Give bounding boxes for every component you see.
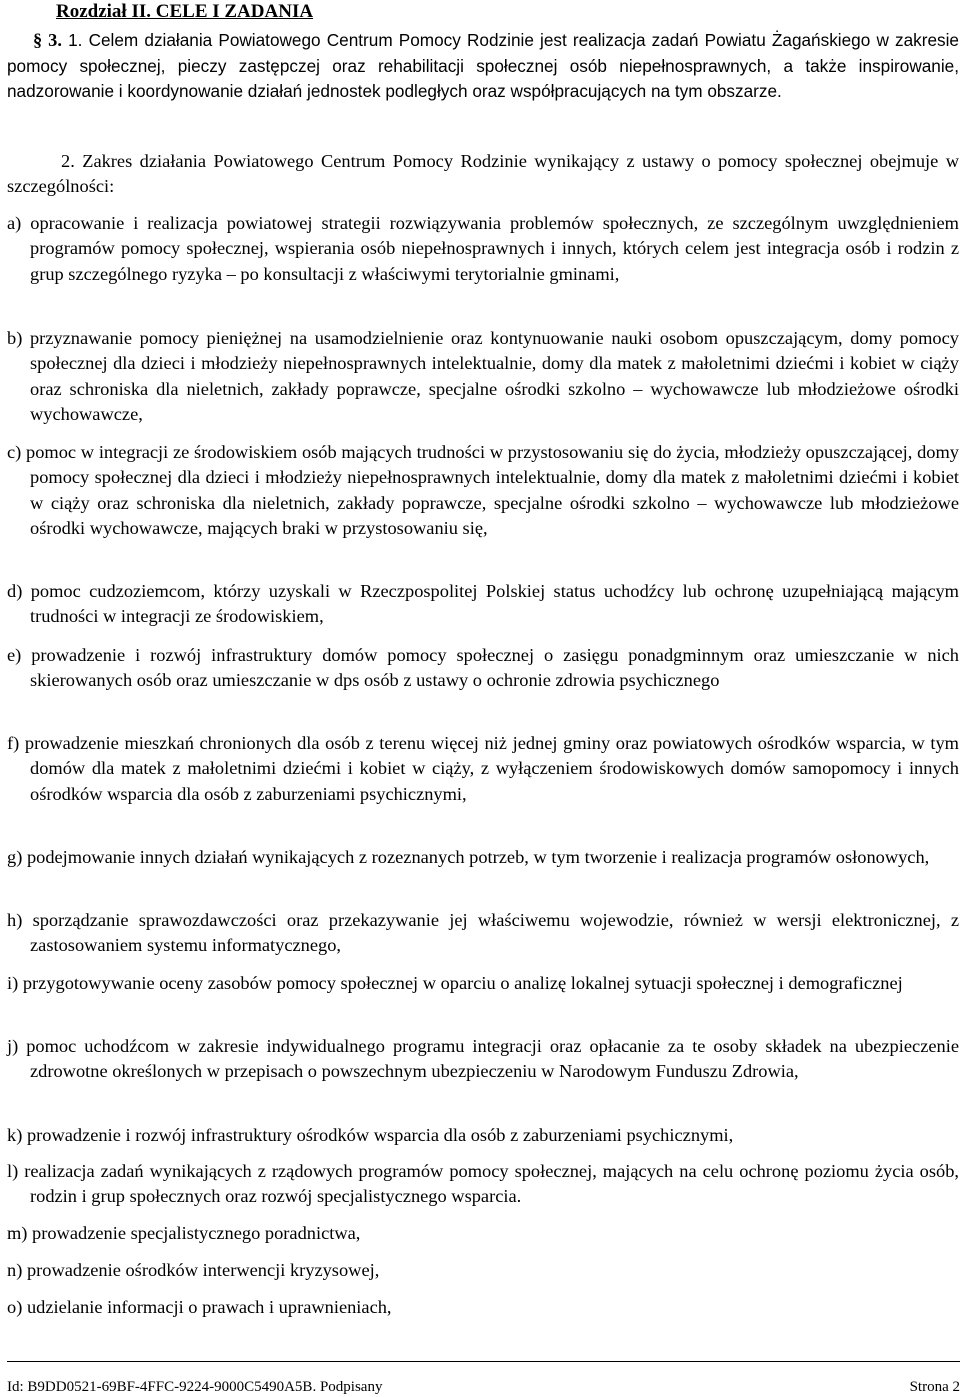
list-item-text: pomoc uchodźcom w zakresie indywidualnego programu integracji oraz opłacanie za te osoby składek na ubezpieczenie zdrowotne określonych w przepisach o powszechnym ubezpieczeniu w Narodowym Funduszu Zdrowia,: [26, 1036, 959, 1082]
list-item-label: d): [7, 581, 23, 601]
list-item: [7, 845, 959, 870]
list-item-label: h): [7, 910, 23, 930]
list-item-label: a): [7, 213, 22, 233]
list-item-label: k): [7, 1125, 23, 1145]
list-item: [7, 1295, 959, 1320]
list-item-text: prowadzenie mieszkań chronionych dla osób z terenu więcej niż jednej gminy oraz powiatowych ośrodków wsparcia, w tym domów dla matek z małoletnimi dziećmi i kobiet w ciąży, z wyłączeniem środowiskowych domów samopomocy i innych ośrodków wsparcia dla osób z zaburzeniami psychicznymi,: [24, 733, 959, 804]
paragraph-2-number: 2.: [61, 151, 75, 171]
list-item-text: podejmowanie innych działań wynikających z rozeznanych potrzeb, w tym tworzenie i realizacja programów osłonowych,: [26, 847, 930, 867]
list-item: [7, 971, 959, 996]
page-footer: [7, 1377, 960, 1397]
paragraph-2-text: Zakres działania Powiatowego Centrum Pomocy Rodzinie wynikający z ustawy o pomocy społecznej obejmuje w szczególności:: [7, 151, 959, 197]
list-item: [7, 1159, 959, 1210]
list-item-text: sporządzanie sprawozdawczości oraz przekazywanie jej właściwemu wojewodzie, również w wersji elektronicznej, z zastosowaniem systemu informatycznego,: [30, 910, 959, 956]
list-item-text: prowadzenie i rozwój infrastruktury domów pomocy społecznej o zasięgu ponadgminnym oraz umieszczanie w nich skierowanych osób oraz umieszczanie w dps osób z ustawy o ochronie zdrowia psychicznego: [30, 645, 959, 691]
list-item-label: c): [7, 442, 22, 462]
list-item: [7, 908, 959, 959]
list-item-text: prowadzenie ośrodków interwencji kryzysowej,: [26, 1260, 380, 1280]
list-item: [7, 1258, 959, 1283]
list-item-label: f): [7, 733, 20, 753]
list-item: [7, 1123, 959, 1148]
paragraph-1-text: Celem działania Powiatowego Centrum Pomocy Rodzinie jest realizacja zadań Powiatu Żagańskiego w zakresie pomocy społecznej, pieczy zastępczej oraz rehabilitacji społecznej osób niepełnosprawnych, a także inspirowanie, nadzorowanie i koordynowanie działań jednostek podległych oraz współpracujących na tym obszarze.: [7, 30, 959, 102]
document-id: Id: B9DD0521-69BF-4FFC-9224-9000C5490A5B. Podpisany: [7, 1379, 383, 1395]
list-item: [7, 326, 959, 428]
section-label: § 3.: [33, 30, 62, 50]
list-item-text: realizacja zadań wynikających z rządowych programów pomocy społecznej, mających na celu ochronę poziomu życia osób, rodzin i grup społecznych oraz rozwój specjalistycznego wsparcia.: [24, 1161, 959, 1207]
list-item: [7, 579, 959, 630]
list-item-text: pomoc cudzoziemcom, którzy uzyskali w Rzeczpospolitej Polskiej status uchodźcy lub ochronę uzupełniającą mającym trudności w integracji ze środowiskiem,: [30, 581, 959, 627]
list-item: [7, 440, 959, 542]
chapter-title: Rozdział II. CELE I ZADANIA: [56, 1, 314, 22]
list-item-label: l): [7, 1161, 19, 1181]
list-item: [7, 1034, 959, 1085]
list-item-label: g): [7, 847, 23, 867]
list-item: [7, 1221, 959, 1246]
list-item: [7, 643, 959, 694]
footer-divider: [7, 1361, 960, 1362]
list-item-label: n): [7, 1260, 23, 1280]
list-item-text: opracowanie i realizacja powiatowej strategii rozwiązywania problemów społecznych, ze szczególnym uwzględnieniem programów pomocy społecznej, wspierania osób niepełnosprawnych i innych, których celem jest integracja osób i rodzin z grup szczególnego ryzyka – po konsultacji z właściwymi terytorialnie gminami,: [30, 213, 959, 284]
list-item-text: prowadzenie i rozwój infrastruktury ośrodków wsparcia dla osób z zaburzeniami psychicznymi,: [26, 1125, 734, 1145]
list-item-label: i): [7, 973, 19, 993]
list-item-text: przyznawanie pomocy pieniężnej na usamodzielnienie oraz kontynuowanie nauki osobom opuszczającym, domy pomocy społecznej dla dzieci i młodzieży niepełnosprawnych intelektualnie, domy dla matek z małoletnimi dziećmi i kobiet w ciąży oraz schroniska dla nieletnich, zakłady poprawcze, specjalne ośrodki szkolno – wychowawcze lub młodzieżowe ośrodki wychowawcze,: [29, 328, 959, 425]
page-number: Strona 2: [909, 1379, 960, 1395]
list-item-text: prowadzenie specjalistycznego poradnictwa,: [32, 1223, 361, 1243]
list-item-label: b): [7, 328, 23, 348]
list-item-label: e): [7, 645, 22, 665]
list-item-label: j): [7, 1036, 19, 1056]
list-item-text: udzielanie informacji o prawach i uprawnieniach,: [26, 1297, 392, 1317]
list-item: [7, 731, 959, 807]
list-item-label: o): [7, 1297, 23, 1317]
list-item-text: przygotowywanie oceny zasobów pomocy społecznej w oparciu o analizę lokalnej sytuacji społecznej i demograficznej: [22, 973, 903, 993]
paragraph-1: [7, 28, 959, 105]
list-item: [7, 211, 959, 287]
paragraph-1-number: 1.: [68, 30, 83, 50]
paragraph-2: [7, 149, 959, 200]
list-item-text: pomoc w integracji ze środowiskiem osób mających trudności w przystosowaniu się do życia, młodzieży opuszczającej, domy pomocy społecznej dla dzieci i młodzieży niepełnosprawnych intelektualnie, domy dla matek z małoletnimi dziećmi i kobiet w ciąży oraz schroniska dla nieletnich, zakłady poprawcze, specjalne ośrodki szkolno – wychowawcze lub młodzieżowe ośrodki wychowawcze, mających braki w przystosowaniu się,: [26, 442, 959, 539]
list-item-label: m): [7, 1223, 28, 1243]
